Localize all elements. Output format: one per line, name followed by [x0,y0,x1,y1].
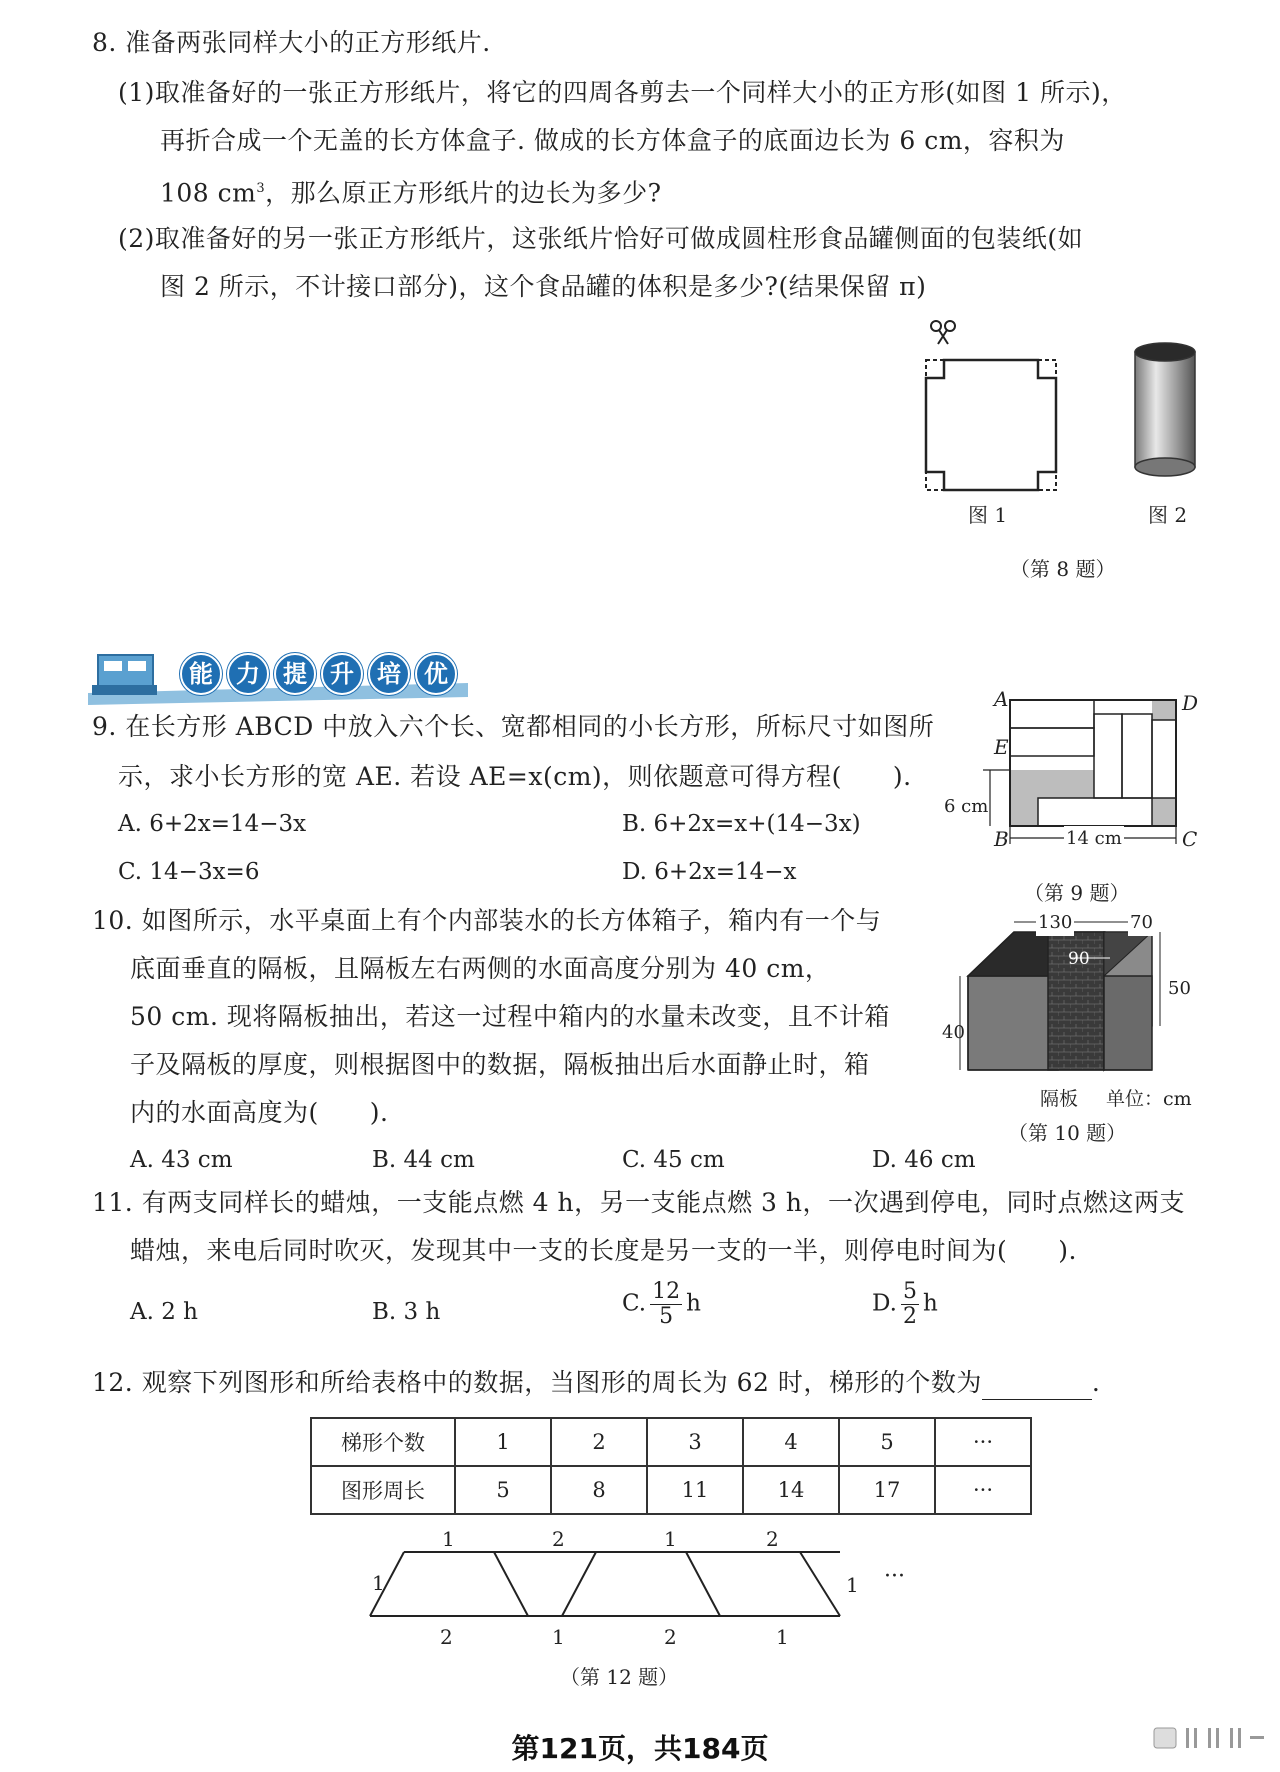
figure-2-cylinder [1130,340,1200,480]
q8-caption: （第 8 题） [1010,557,1116,581]
q12-top-label: 2 [552,1527,565,1551]
q12-bottom-label: 1 [552,1625,565,1649]
q12-top-label: 2 [766,1527,779,1551]
q10-dim-50: 50 [1168,978,1191,999]
q12-ellipsis: ··· [884,1564,905,1589]
q10-dim-90: 90 [1068,949,1090,969]
q9-dim-14cm: 14 cm [1064,826,1124,852]
q12-line1: 12. 观察下列图形和所给表格中的数据，当图形的周长为 62 时，梯形的个数为 . [92,1366,1100,1400]
table-cell: 4 [743,1418,839,1466]
q9-option-c: C. 14−3x=6 [118,859,260,885]
q12-data-table [310,1417,1032,1515]
q10-line3: 50 cm. 现将隔板抽出，若这一过程中箱内的水量未改变，且不计箱 [130,1002,890,1031]
q8-part2-line1: (2)取准备好的另一张正方形纸片，这张纸片恰好可做成圆柱形食品罐侧面的包装纸(如 [118,224,1084,253]
q10-line5: 内的水面高度为( ). [130,1098,389,1127]
q12-side-label-right: 1 [846,1573,859,1597]
q9-label-d: D [1182,691,1199,715]
q8-part1-line1: (1)取准备好的一张正方形纸片，将它的四周各剪去一个同样大小的正方形(如图 1 所示)， [118,78,1127,107]
section-char: 能 [180,653,222,695]
page-indicator: 第121页，共184页 [511,1732,769,1765]
q9-label-e: E [994,735,1009,759]
q12-side-label-left: 1 [372,1571,385,1595]
q8-part2-line2: 图 2 所示，不计接口部分)，这个食品罐的体积是多少?(结果保留 π) [160,272,927,301]
q12-answer-blank[interactable] [982,1375,1092,1400]
table-cell: 5 [839,1418,935,1466]
q11-line2: 蜡烛，来电后同时吹灭，发现其中一支的长度是另一支的一半，则停电时间为( ). [130,1236,1077,1265]
q12-caption: （第 12 题） [560,1665,679,1689]
q10-option-b: B. 44 cm [372,1147,475,1173]
table-cell: ··· [935,1418,1031,1466]
figure-1-label: 图 1 [968,503,1008,527]
q12-top-label: 1 [664,1527,677,1551]
table-row [311,1466,1031,1514]
section-char: 升 [321,653,363,695]
table-cell: 17 [839,1466,935,1514]
q12-bottom-label: 2 [440,1625,453,1649]
q9-option-a: A. 6+2x=14−3x [118,811,307,837]
q11-line1: 11. 有两支同样长的蜡烛，一支能点燃 4 h，另一支能点燃 3 h，一次遇到停电，同时点燃这两支 [92,1188,1186,1217]
q8-title: 8. 准备两张同样大小的正方形纸片. [92,28,491,57]
q10-option-c: C. 45 cm [622,1147,725,1173]
section-char: 培 [368,653,410,695]
q10-option-a: A. 43 cm [130,1147,233,1173]
q10-unit-label: 单位：cm [1106,1088,1192,1110]
q10-line2: 底面垂直的隔板，且隔板左右两侧的水面高度分别为 40 cm， [130,954,831,983]
q8-part1-line2: 再折合成一个无盖的长方体盒子. 做成的长方体盒子的底面边长为 6 cm，容积为 [160,126,1065,155]
q12-top-label: 1 [442,1527,455,1551]
q10-partition-label: 隔板 [1040,1088,1079,1110]
q10-figure-box [950,912,1200,1092]
section-char: 力 [227,653,269,695]
table-cell: 2 [551,1418,647,1466]
q12-bottom-label: 2 [664,1625,677,1649]
table-row [311,1418,1031,1466]
q10-line1: 10. 如图所示，水平桌面上有个内部装水的长方体箱子，箱内有一个与 [92,906,882,935]
q9-dim-6cm: 6 cm [944,796,989,817]
table-header-cell: 梯形个数 [311,1418,455,1466]
q10-dim-130: 130 [1036,910,1074,936]
q9-line1: 9. 在长方形 ABCD 中放入六个长、宽都相同的小长方形，所标尺寸如图所 [92,712,935,741]
table-cell: 14 [743,1466,839,1514]
section-char: 提 [274,653,316,695]
table-cell: 11 [647,1466,743,1514]
table-cell: 3 [647,1418,743,1466]
q11-option-a: A. 2 h [130,1299,198,1325]
q8-part1-line3: 108 $cm^3$，那么原正方形纸片的边长为多少? [160,178,662,208]
q9-caption: （第 9 题） [1024,881,1130,905]
q10-dim-70: 70 [1128,910,1155,936]
q9-line2: 示，求小长方形的宽 AE. 若设 AE=x(cm)，则依题意可得方程( ). [118,762,912,791]
table-cell: ··· [935,1466,1031,1514]
table-cell: 5 [455,1466,551,1514]
table-cell: 1 [455,1418,551,1466]
q10-caption: （第 10 题） [1008,1121,1127,1145]
figure-1-cut-square [920,318,1070,493]
q12-bottom-label: 1 [776,1625,789,1649]
q11-option-d: D. $\frac{5}{2}$ h [872,1279,938,1329]
q10-option-d: D. 46 cm [872,1147,976,1173]
q9-label-b: B [994,827,1009,851]
page-scroll-controls-icon[interactable] [1150,1722,1270,1754]
q9-label-a: A [994,687,1009,711]
table-header-cell: 图形周长 [311,1466,455,1514]
q10-dim-40: 40 [942,1022,965,1043]
q12-trapezoid-chain-figure [360,1532,880,1632]
figure-2-label: 图 2 [1148,503,1188,527]
q11-option-c: C. $\frac{12}{5}$ h [622,1279,701,1329]
q11-option-b: B. 3 h [372,1299,441,1325]
table-cell: 8 [551,1466,647,1514]
q9-option-d: D. 6+2x=14−x [622,859,797,885]
q10-line4: 子及隔板的厚度，则根据图中的数据，隔板抽出后水面静止时，箱 [130,1050,870,1079]
section-title-ability-improvement [180,652,462,696]
scissors-icon [931,321,955,344]
q9-option-b: B. 6+2x=x+(14−3x) [622,811,861,837]
section-char: 优 [415,653,457,695]
q9-label-c: C [1182,827,1198,851]
